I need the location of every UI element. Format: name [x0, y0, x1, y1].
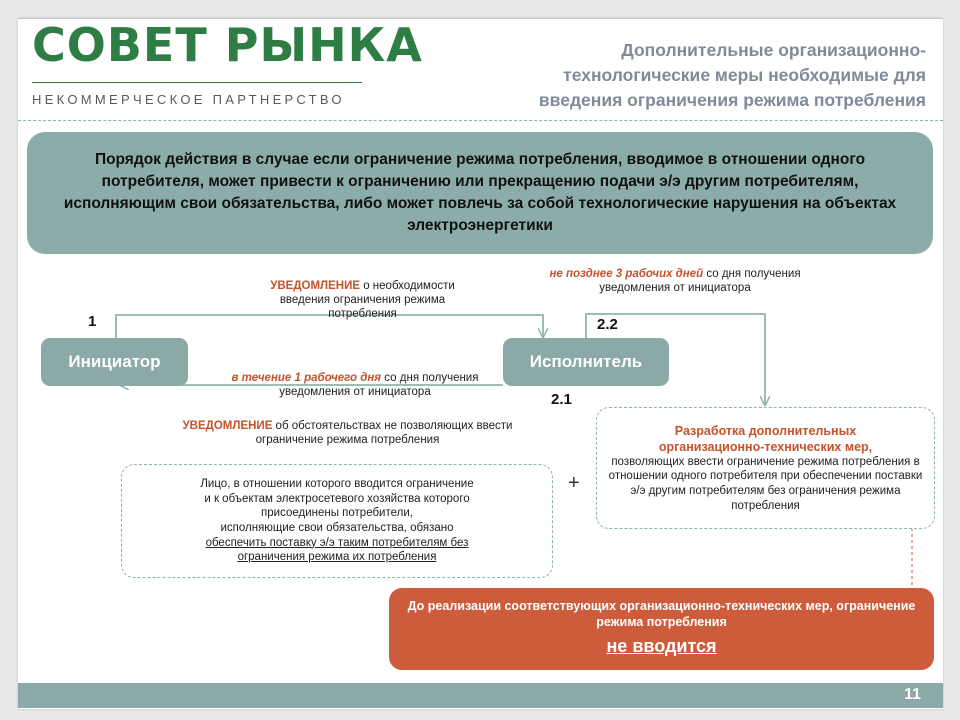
executor-node: Исполнитель	[503, 338, 669, 386]
notice-step-2-1-keyword: УВЕДОМЛЕНИЕ	[182, 420, 273, 432]
notice-step-1-keyword: УВЕДОМЛЕНИЕ	[270, 280, 361, 292]
procedure-banner-text: Порядок действия в случае если ограничение режима потребления, вводимое в отношении одного потребителя, может привести к ограничению или прекращению подачи э/э другим потребителям, исполняющим свои обязательства, либо может повлечь за собой технологические нарушения на объектах электроэнергетики	[63, 151, 897, 234]
obligation-line-4: исполняющие свои обязательства, обязано	[220, 522, 454, 534]
measures-title-2: организационно-технических мер,	[658, 439, 873, 454]
notice-step-1-text: о необходимости введения ограничения режима потребления	[279, 280, 455, 320]
result-text: До реализации соответствующих организационно-технических мер, ограничение режима потребления	[407, 599, 916, 629]
title-line-3: введения ограничения режима потребления	[538, 90, 926, 110]
logo: СОВЕТ РЫНКА	[32, 18, 423, 72]
deadline-step-2-2-text: со дня получения уведомления от инициатора	[599, 268, 801, 294]
deadline-step-2-2-label	[535, 267, 815, 295]
obligation-line-5: обеспечить поставку э/э таким потребителям без	[205, 536, 469, 549]
deadline-step-2-1-keyword: в течение 1 рабочего дня	[231, 372, 382, 384]
deadline-step-2-1-label	[225, 371, 485, 399]
result-box	[389, 588, 934, 670]
footer-bar	[18, 683, 943, 708]
result-emphasis: не вводится	[606, 636, 717, 656]
notice-step-1-label	[250, 279, 475, 321]
step-2-1-number: 2.1	[551, 391, 572, 408]
measures-box	[596, 407, 935, 529]
step-2-2-number: 2.2	[597, 316, 618, 333]
plus-sign: +	[568, 472, 580, 494]
deadline-step-2-2-keyword: не позднее 3 рабочих дней	[549, 268, 704, 280]
notice-step-2-1-text: об обстоятельствах не позволяющих ввести ограничение режима потребления	[255, 420, 513, 446]
step-1-number: 1	[88, 313, 97, 330]
deadline-step-2-1-text: со дня получения уведомления от инициатора	[279, 372, 479, 398]
obligation-box	[121, 464, 553, 578]
measures-body: позволяющих ввести ограничение режима потребления в отношении одного потребителя при обеспечении поставки э/э другим потребителям без ограничения режима потребления	[608, 455, 923, 512]
logo-subtitle: НЕКОММЕРЧЕСКОЕ ПАРТНЕРСТВО	[32, 92, 345, 107]
page-number: 11	[904, 686, 921, 703]
notice-step-2-1-label	[160, 419, 535, 447]
obligation-line-2: и к объектам электросетевого хозяйства которого	[204, 492, 470, 505]
obligation-line-3: присоединены потребители,	[261, 507, 413, 520]
obligation-line-6: ограничения режима их потребления	[237, 551, 437, 564]
initiator-node: Инициатор	[41, 338, 188, 386]
measures-title-1: Разработка дополнительных	[674, 423, 857, 438]
title-line-1: Дополнительные организационно-	[621, 40, 926, 60]
obligation-line-1: Лицо, в отношении которого вводится ограничение	[200, 478, 474, 491]
title-line-2: технологические меры необходимые для	[563, 65, 926, 85]
